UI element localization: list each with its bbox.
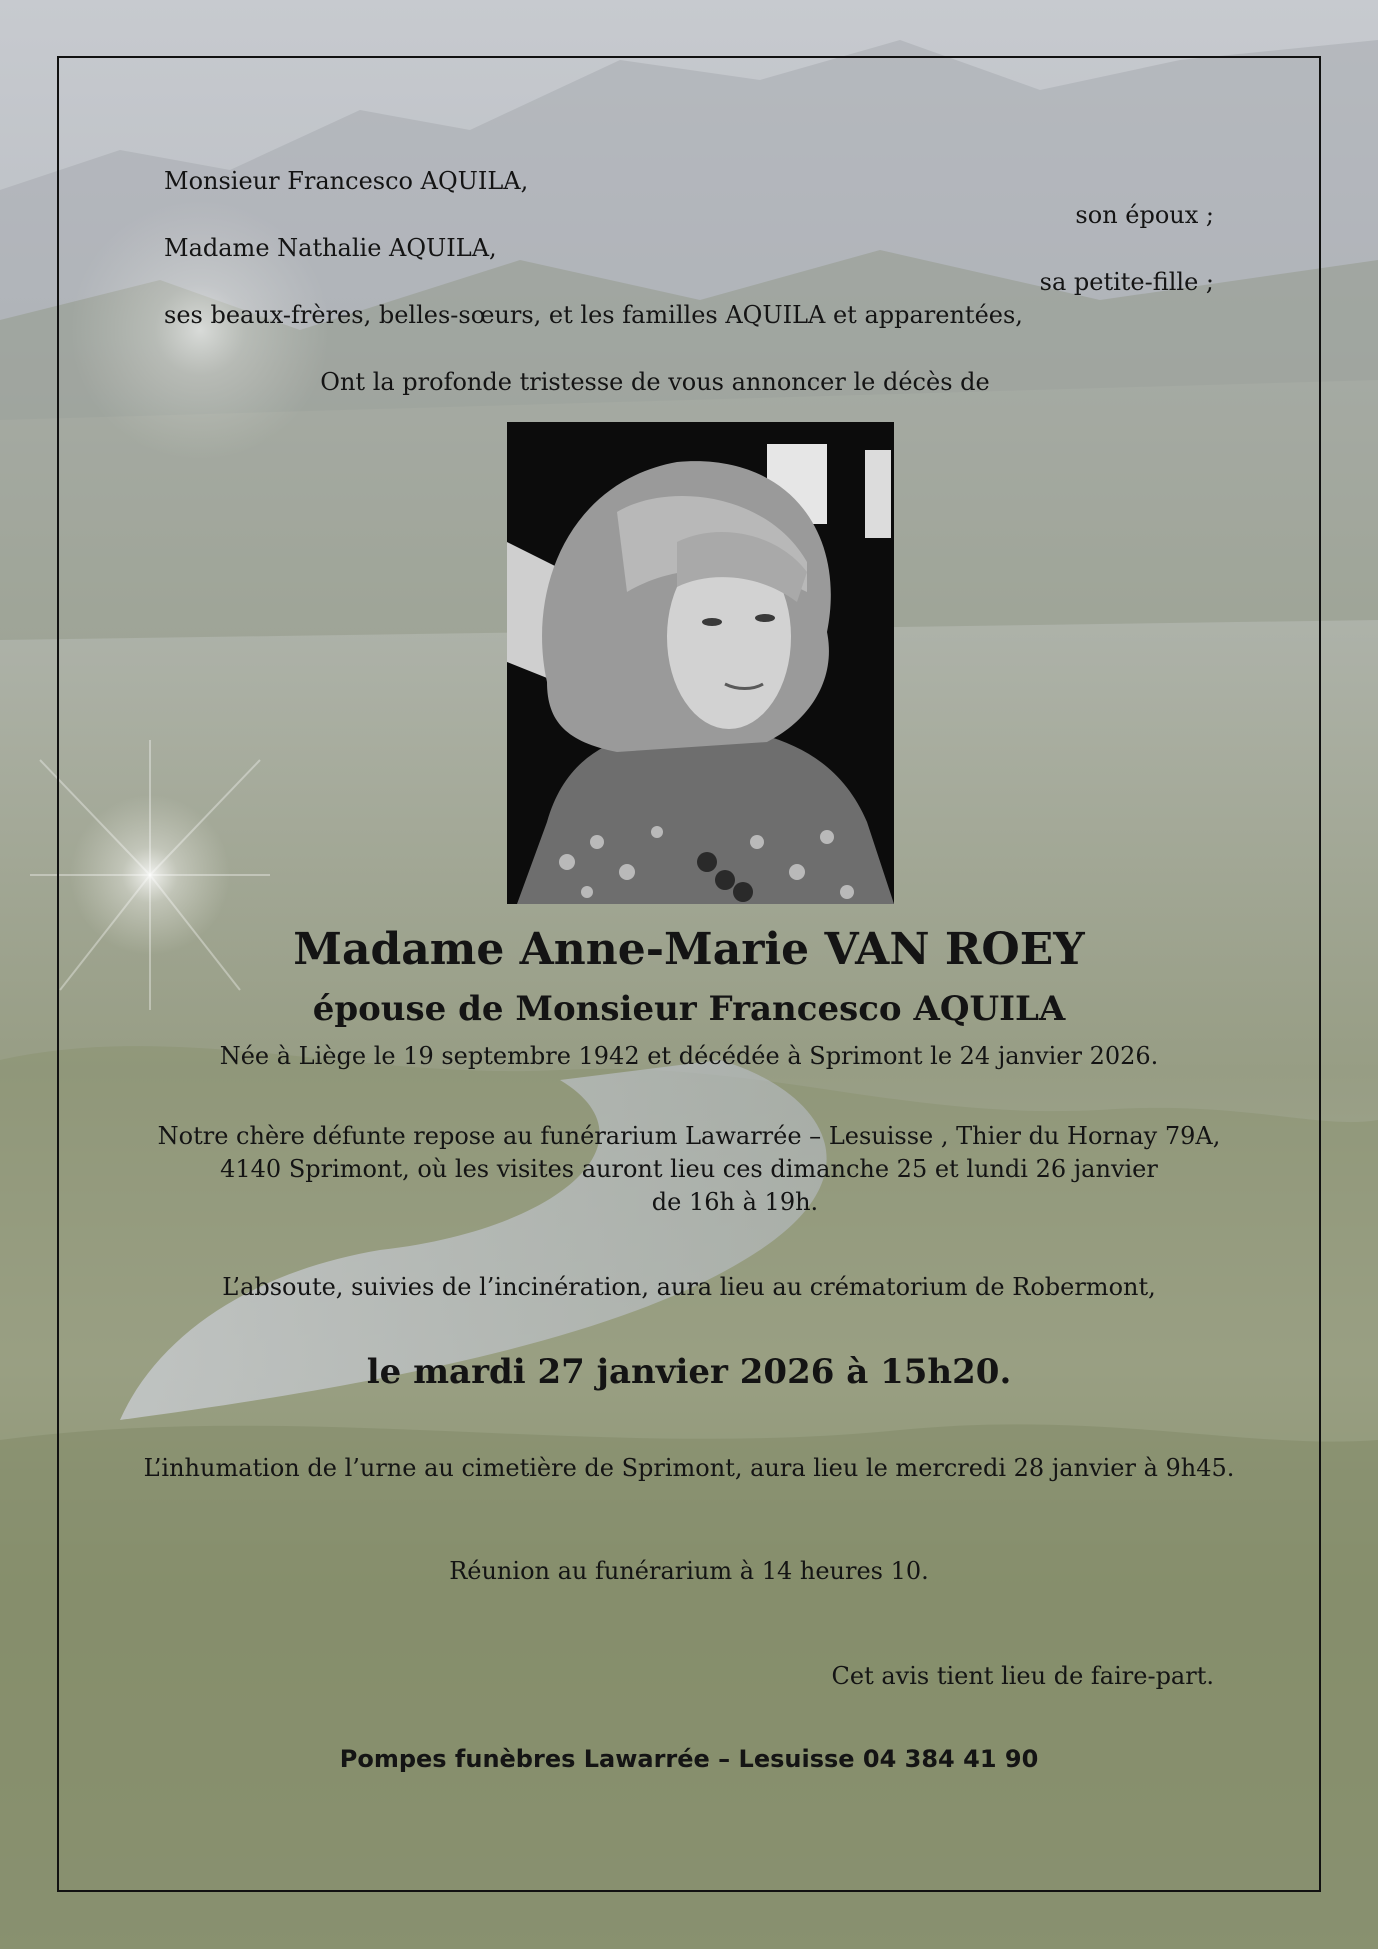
notice-text: Cet avis tient lieu de faire-part. [831,1662,1214,1690]
rest-line-1: Notre chère défunte repose au funérarium Lawarrée – Lesuisse , Thier du Hornay 79A, [157,1122,1221,1150]
ceremony-text: L’absoute, suivies de l’incinération, aura lieu au crématorium de Robermont, [222,1273,1156,1301]
burial-text: L’inhumation de l’urne au cimetière de Sprimont, aura lieu le mercredi 28 janvier à 9h45. [143,1454,1235,1482]
birth-death-dates: Née à Liège le 19 septembre 1942 et décédée à Sprimont le 24 janvier 2026. [219,1042,1159,1070]
rest-line-2: 4140 Sprimont, où les visites auront lieu ces dimanche 25 et lundi 26 janvier [220,1155,1158,1183]
family-line-husband: Monsieur Francesco AQUILA, [164,167,529,195]
spouse-line: épouse de Monsieur Francesco AQUILA [312,989,1066,1029]
meeting-text: Réunion au funérarium à 14 heures 10. [449,1557,929,1585]
relation-husband: son époux ; [1075,201,1214,229]
rest-line-3: de 16h à 19h. [651,1188,819,1216]
family-line-granddaughter: Madame Nathalie AQUILA, [164,234,497,262]
family-line-relatives: ses beaux-frères, belles-sœurs, et les familles AQUILA et apparentées, [164,301,1023,329]
ceremony-date: le mardi 27 janvier 2026 à 15h20. [366,1352,1012,1392]
funeral-home-footer: Pompes funèbres Lawarrée – Lesuisse 04 384 41 90 [339,1745,1039,1773]
announcement-text: Ont la profonde tristesse de vous annoncer le décès de [320,368,990,396]
deceased-name: Madame Anne-Marie VAN ROEY [293,924,1085,975]
portrait-photo [507,422,894,904]
relation-granddaughter: sa petite-fille ; [1039,268,1214,296]
